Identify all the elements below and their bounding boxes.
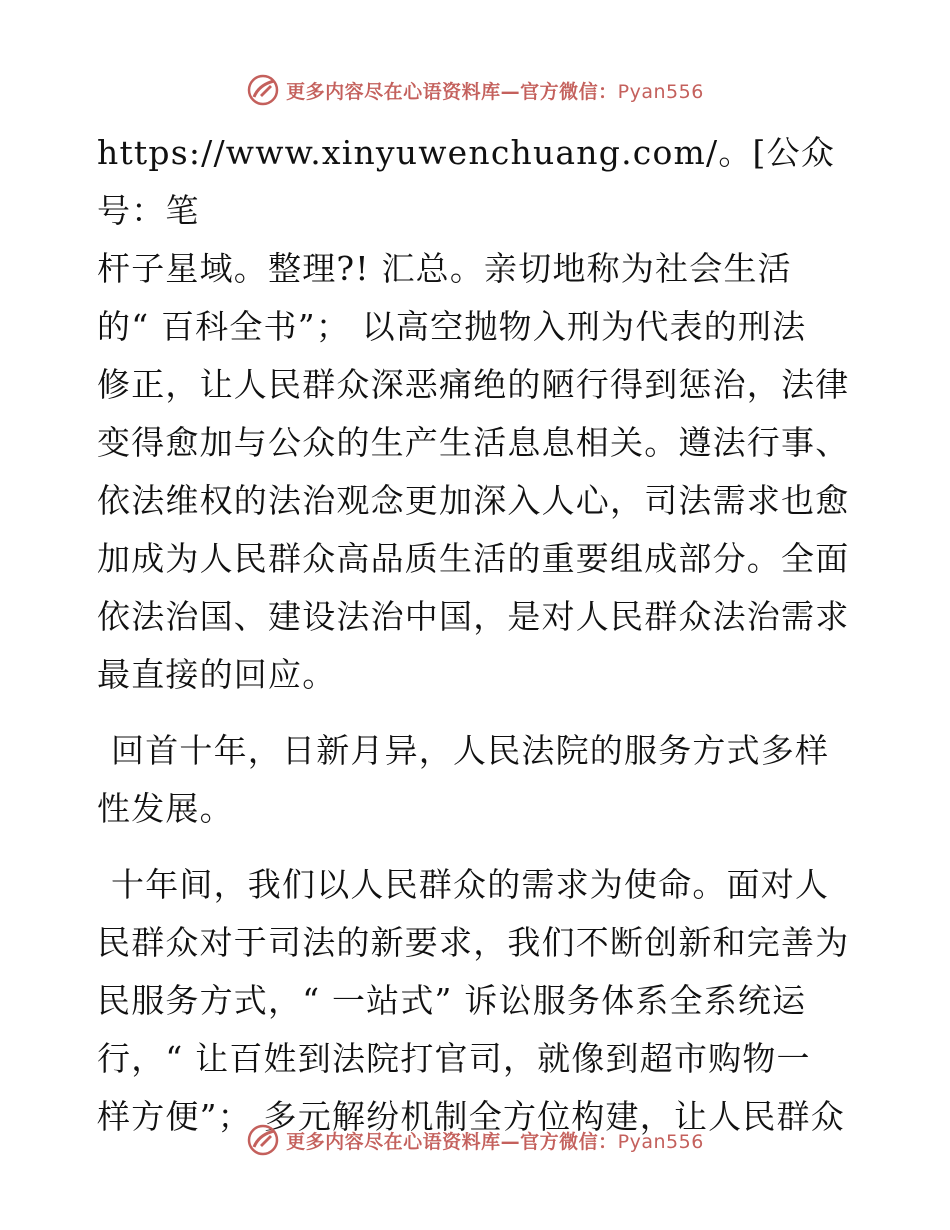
text-line: 最直接的回应。 bbox=[97, 655, 337, 694]
text-line: 行，“ 让百姓到法院打官司，就像到超市购物一 bbox=[97, 1039, 811, 1078]
text-line: 杆子星域。整理?! 汇总。亲切地称为社会生活 bbox=[97, 249, 792, 288]
text-line: 回首十年，日新月异，人民法院的服务方式多样 bbox=[111, 731, 830, 770]
watermark-text bbox=[286, 77, 704, 104]
pen-swirl-icon bbox=[246, 73, 280, 107]
header-watermark bbox=[0, 70, 950, 110]
document-body bbox=[97, 124, 857, 1146]
footer-watermark bbox=[0, 1120, 950, 1160]
text-line: 变得愈加与公众的生产生活息息相关。遵法行事、 bbox=[97, 423, 850, 462]
paragraph-1 bbox=[97, 124, 857, 704]
text-line: https://www.xinyuwenchuang.com/。[公众号：笔 bbox=[97, 133, 836, 230]
text-line: 加成为人民群众高品质生活的重要组成部分。全面 bbox=[97, 539, 850, 578]
text-line: 修正，让人民群众深恶痛绝的陋行得到惩治，法律 bbox=[97, 365, 850, 404]
text-line: 依法维权的法治观念更加深入人心，司法需求也愈 bbox=[97, 481, 850, 520]
text-line: 性发展。 bbox=[97, 789, 234, 828]
watermark-prefix: 更多内容尽在心语资料库—官方微信： bbox=[286, 80, 618, 103]
watermark-prefix: 更多内容尽在心语资料库—官方微信： bbox=[286, 1130, 618, 1153]
pen-swirl-icon bbox=[246, 1123, 280, 1157]
paragraph-2 bbox=[97, 722, 857, 838]
watermark-wechat-id: Pyan556 bbox=[617, 80, 704, 103]
text-line: 民群众对于司法的新要求，我们不断创新和完善为 bbox=[97, 923, 850, 962]
text-line: 十年间，我们以人民群众的需求为使命。面对人 bbox=[111, 865, 830, 904]
watermark-text bbox=[286, 1127, 704, 1154]
watermark-wechat-id: Pyan556 bbox=[617, 1130, 704, 1153]
text-line: 样方便”； 多元解纷机制全方位构建，让人民群众 bbox=[97, 1097, 845, 1136]
text-line: 依法治国、建设法治中国，是对人民群众法治需求 bbox=[97, 597, 850, 636]
text-line: 的“ 百科全书”； 以高空抛物入刑为代表的刑法 bbox=[97, 307, 807, 346]
text-line: 民服务方式，“ 一站式” 诉讼服务体系全系统运 bbox=[97, 981, 807, 1020]
paragraph-3 bbox=[97, 856, 857, 1146]
